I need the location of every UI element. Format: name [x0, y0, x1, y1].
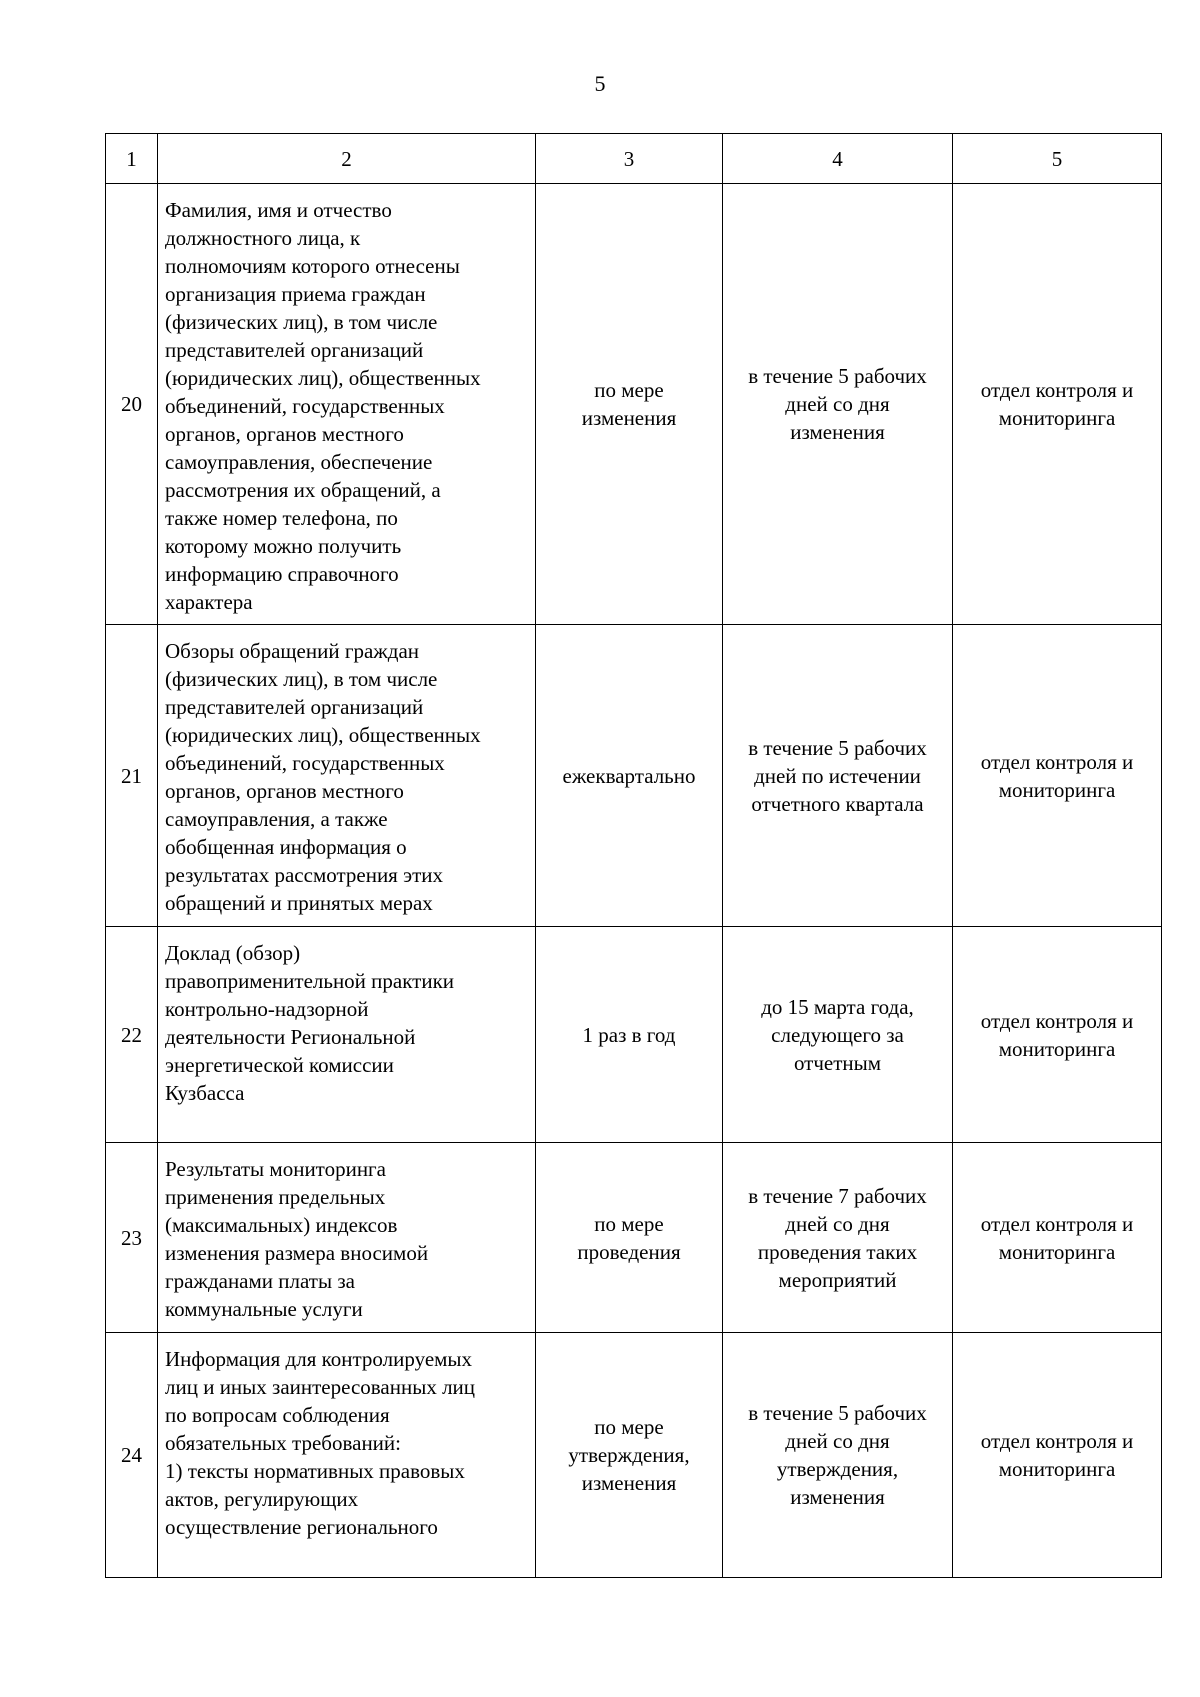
- row-responsible-text: отдел контроля и мониторинга: [980, 749, 1134, 802]
- row-deadline-text: в течение 5 рабочих дней по истечении отчетного квартала: [748, 735, 927, 816]
- table-row: [106, 1333, 1162, 1578]
- row-periodicity: [536, 1143, 723, 1333]
- row-description: [158, 927, 536, 1143]
- row-deadline: [723, 625, 953, 927]
- row-deadline-text: в течение 5 рабочих дней со дня утверждения, изменения: [748, 1401, 927, 1509]
- column-header: 1: [106, 134, 158, 184]
- row-number: 21: [106, 625, 158, 927]
- row-deadline-text: в течение 7 рабочих дней со дня проведения таких мероприятий: [748, 1183, 927, 1292]
- row-periodicity: [536, 1333, 723, 1578]
- row-responsible: [953, 1333, 1162, 1578]
- row-description-text: Фамилия, имя и отчество должностного лица, к полномочиям которого отнесены организация приема граждан (физических лиц), в том числе представителей организаций (юридических лиц), общественных объединений, государственных органов, органов местного самоуправления, обеспечение рассмотрения их обращений, а также номер телефона, по которому можно получить информацию справочного характера: [165, 198, 481, 614]
- row-periodicity: [536, 927, 723, 1143]
- row-description: [158, 184, 536, 625]
- row-number: 20: [106, 184, 158, 625]
- row-number: 23: [106, 1143, 158, 1333]
- row-description: [158, 1143, 536, 1333]
- row-deadline-text: до 15 марта года, следующего за отчетным: [761, 994, 914, 1075]
- row-periodicity-text: по мере изменения: [581, 378, 677, 430]
- table-row: [106, 927, 1162, 1143]
- schedule-table: [105, 133, 1162, 1578]
- row-periodicity: [536, 625, 723, 927]
- row-deadline: [723, 1333, 953, 1578]
- row-deadline: [723, 184, 953, 625]
- row-responsible-text: отдел контроля и мониторинга: [980, 1211, 1134, 1264]
- row-deadline: [723, 927, 953, 1143]
- row-responsible: [953, 1143, 1162, 1333]
- row-description: [158, 625, 536, 927]
- table-row: [106, 1143, 1162, 1333]
- row-responsible-text: отдел контроля и мониторинга: [980, 1008, 1134, 1061]
- row-responsible-text: отдел контроля и мониторинга: [980, 378, 1134, 430]
- table-header-row: [106, 134, 1162, 184]
- row-description-text: Доклад (обзор) правоприменительной практики контрольно-надзорной деятельности Региональной энергетической комиссии Кузбасса: [165, 941, 455, 1105]
- table-row: [106, 625, 1162, 927]
- column-header: 3: [536, 134, 723, 184]
- row-responsible: [953, 927, 1162, 1143]
- column-header: 5: [953, 134, 1162, 184]
- row-responsible: [953, 625, 1162, 927]
- row-description-text: Результаты мониторинга применения предельных (максимальных) индексов изменения размера вносимой гражданами платы за коммунальные услуги: [165, 1157, 429, 1321]
- column-header: 2: [158, 134, 536, 184]
- row-periodicity: [536, 184, 723, 625]
- page-number: 5: [594, 71, 606, 96]
- column-header: 4: [723, 134, 953, 184]
- row-number: 24: [106, 1333, 158, 1578]
- row-deadline: [723, 1143, 953, 1333]
- row-periodicity-text: ежеквартально: [562, 763, 696, 788]
- row-responsible-text: отдел контроля и мониторинга: [980, 1429, 1134, 1481]
- row-description-text: Информация для контролируемых лиц и иных заинтересованных лиц по вопросам соблюдения обязательных требований: 1) тексты нормативных правовых актов, регулирующих осуществление регионального: [165, 1347, 476, 1539]
- row-periodicity-text: по мере утверждения, изменения: [568, 1415, 690, 1495]
- row-description-text: Обзоры обращений граждан (физических лиц), в том числе представителей организаций (юридических лиц), общественных объединений, государственных органов, органов местного самоуправления, а также обобщенная информация о результатах рассмотрения этих обращений и принятых мерах: [165, 639, 481, 915]
- row-responsible: [953, 184, 1162, 625]
- row-periodicity-text: по мере проведения: [577, 1211, 681, 1264]
- row-description: [158, 1333, 536, 1578]
- row-periodicity-text: 1 раз в год: [582, 1022, 676, 1047]
- row-number: 22: [106, 927, 158, 1143]
- row-deadline-text: в течение 5 рабочих дней со дня изменения: [748, 364, 927, 444]
- table-row: [106, 184, 1162, 625]
